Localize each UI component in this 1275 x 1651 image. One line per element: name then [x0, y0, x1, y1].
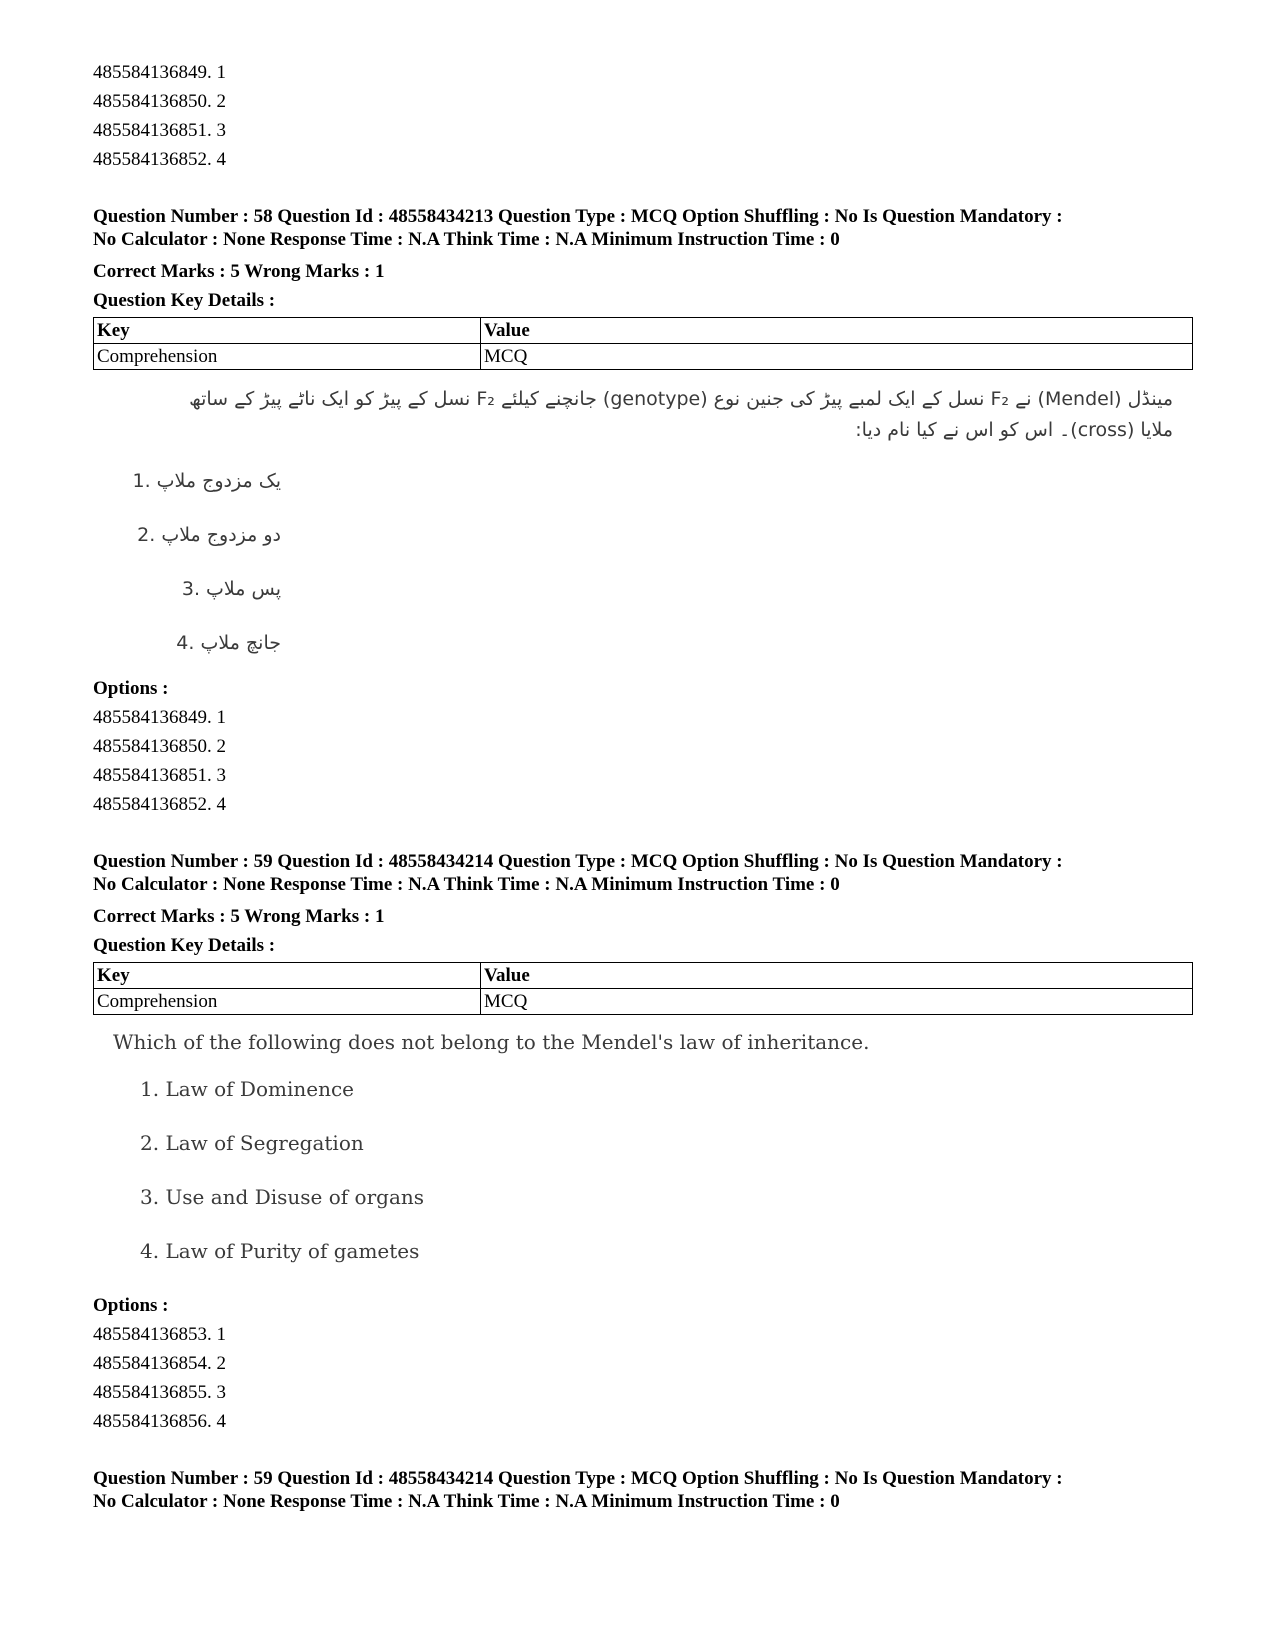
choice-item: پس ملاپ .3 — [181, 578, 281, 600]
document-page — [93, 58, 1193, 1513]
marks-line: Correct Marks : 5 Wrong Marks : 1 — [93, 261, 385, 282]
option-id-line: 485584136856. 4 — [93, 1411, 226, 1432]
question-59-block — [93, 850, 1193, 1436]
choice-item: دو مزدوج ملاپ .2 — [137, 524, 281, 546]
option-id-line: 485584136854. 2 — [93, 1353, 226, 1374]
question-header-line2: No Calculator : None Response Time : N.A Think Time : N.A Minimum Instruction Time : 0 — [93, 1491, 840, 1512]
question-header-line2: No Calculator : None Response Time : N.A Think Time : N.A Minimum Instruction Time : 0 — [93, 874, 840, 895]
choice-item: یک مزدوج ملاپ .1 — [132, 470, 281, 492]
table-cell-value: MCQ — [481, 989, 1193, 1015]
option-id-line: 485584136851. 3 — [93, 765, 226, 786]
question-header-line1: Question Number : 59 Question Id : 48558434214 Question Type : MCQ Option Shuffling : No Is Question Mandatory : — [93, 1468, 1063, 1489]
table-cell-key: Comprehension — [94, 989, 481, 1015]
options-label: Options : — [93, 1295, 169, 1316]
table-header-key: Key — [94, 318, 481, 344]
choice-item: 3. Use and Disuse of organs — [140, 1185, 425, 1209]
option-id-line: 485584136852. 4 — [93, 149, 226, 170]
option-id-line: 485584136853. 1 — [93, 1324, 226, 1345]
question-59-repeat-block — [93, 1467, 1193, 1513]
choice-item: 2. Law of Segregation — [140, 1131, 364, 1155]
question-header-line1: Question Number : 59 Question Id : 48558434214 Question Type : MCQ Option Shuffling : No Is Question Mandatory : — [93, 851, 1063, 872]
table-header-key: Key — [94, 963, 481, 989]
table-cell-value: MCQ — [481, 344, 1193, 370]
option-id-line: 485584136852. 4 — [93, 794, 226, 815]
previous-options-list — [93, 58, 1193, 174]
option-id-line: 485584136850. 2 — [93, 736, 226, 757]
option-id-line: 485584136849. 1 — [93, 62, 226, 83]
question-choices — [93, 1069, 1193, 1285]
option-id-line: 485584136855. 3 — [93, 1382, 226, 1403]
choice-item: 4. Law of Purity of gametes — [140, 1239, 420, 1263]
key-details-label: Question Key Details : — [93, 935, 276, 956]
option-id-line: 485584136850. 2 — [93, 91, 226, 112]
table-header-value: Value — [481, 963, 1193, 989]
table-header-value: Value — [481, 318, 1193, 344]
question-stem: Which of the following does not belong to the Mendel's law of inheritance. — [113, 1030, 870, 1054]
question-choices — [93, 454, 1193, 670]
choice-item: جانچ ملاپ .4 — [176, 632, 281, 654]
question-stem-line2: ملایا (cross)۔ اس کو اس نے کیا نام دیا: — [855, 419, 1173, 441]
question-stem-urdu — [93, 384, 1193, 446]
key-details-table — [93, 317, 1193, 370]
question-header-line2: No Calculator : None Response Time : N.A Think Time : N.A Minimum Instruction Time : 0 — [93, 229, 840, 250]
option-id-line: 485584136851. 3 — [93, 120, 226, 141]
question-stem-line1: مینڈل (Mendel) نے F₂ نسل کے ایک لمبے پیڑ کی جنین نوع (genotype) جانچنے کیلئے F₂ نسل کے پیڑ کو ایک ناٹے پیڑ کے ساتھ — [189, 388, 1173, 410]
question-58-block — [93, 205, 1193, 819]
choice-item: 1. Law of Dominence — [140, 1077, 354, 1101]
option-id-line: 485584136849. 1 — [93, 707, 226, 728]
key-details-label: Question Key Details : — [93, 290, 276, 311]
table-cell-key: Comprehension — [94, 344, 481, 370]
options-label: Options : — [93, 678, 169, 699]
question-header-line1: Question Number : 58 Question Id : 48558434213 Question Type : MCQ Option Shuffling : No Is Question Mandatory : — [93, 206, 1063, 227]
key-details-table — [93, 962, 1193, 1015]
marks-line: Correct Marks : 5 Wrong Marks : 1 — [93, 906, 385, 927]
